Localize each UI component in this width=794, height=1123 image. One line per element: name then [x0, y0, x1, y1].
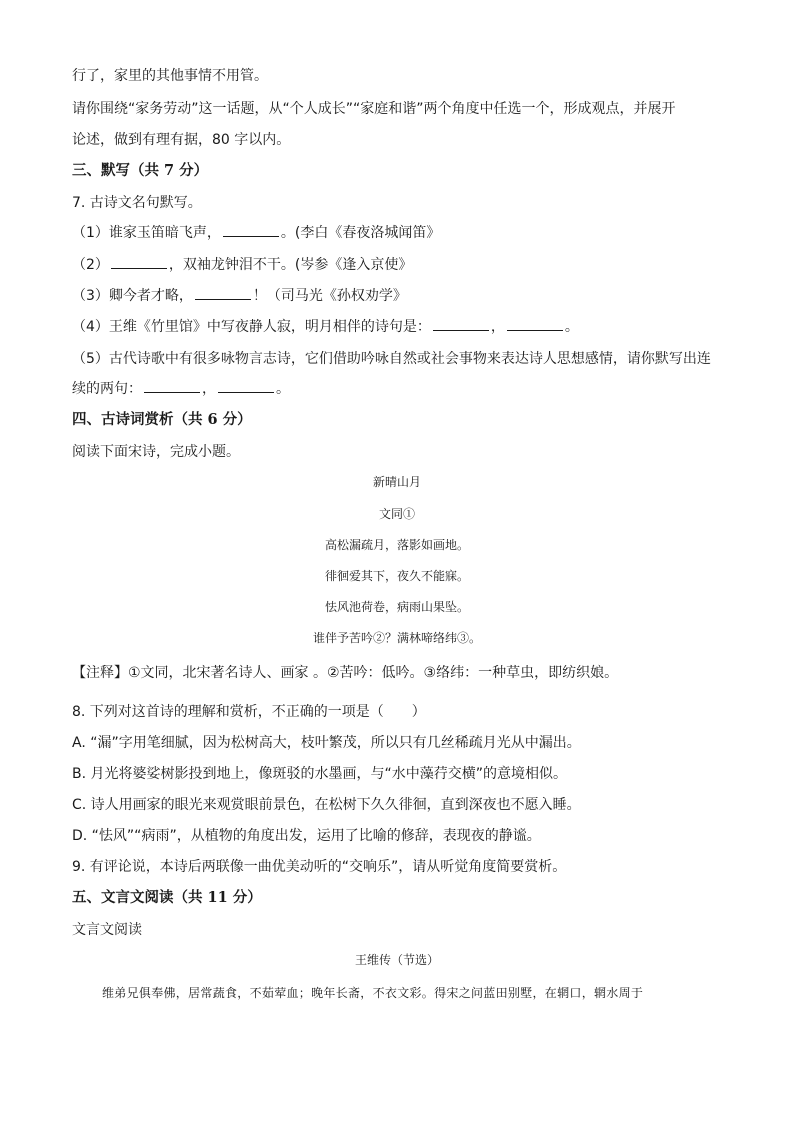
section-heading: 四、古诗词赏析（共 6 分） — [72, 411, 252, 428]
prose-title: 王维传（节选） — [354, 953, 439, 967]
text-segment: （2） — [72, 257, 109, 273]
poem-title: 新晴山月 — [372, 475, 421, 489]
question-9: 9. 有评论说，本诗后两联像一曲优美动听的“交响乐”，请从听觉角度简要赏析。 — [72, 859, 567, 875]
question-7-4 — [72, 317, 579, 337]
answer-blank[interactable] — [507, 317, 563, 331]
text-segment: ， — [202, 381, 216, 397]
option-c[interactable]: C. 诗人用画家的眼光来观赏眼前景色，在松树下久久徘徊，直到深夜也不愿入睡。 — [72, 797, 581, 813]
text-segment: 。 — [564, 319, 579, 335]
option-d[interactable]: D. “怯风”“病雨”，从植物的角度出发，运用了比喻的修辞，表现夜的静谧。 — [72, 828, 541, 844]
answer-blank[interactable] — [433, 317, 489, 331]
answer-blank[interactable] — [218, 379, 274, 393]
poem-line: 谁伴予苦吟②？满林啼络纬③。 — [312, 631, 481, 645]
text-line: 请你围绕“家务劳动”这一话题，从“个人成长”“家庭和谐”两个角度中任选一个，形成观点，并展开 — [72, 101, 676, 117]
section-intro: 文言文阅读 — [72, 922, 142, 938]
answer-blank[interactable] — [111, 255, 167, 269]
poem-line: 高松漏疏月，落影如画地。 — [324, 538, 469, 552]
text-segment: 。(李白《春夜洛城闻笛》 — [280, 225, 441, 241]
text-segment: ，双袖龙钟泪不干。(岑参《逢入京使》 — [168, 257, 413, 273]
text-segment: （4）王维《竹里馆》中写夜静人寂，明月相伴的诗句是： — [72, 319, 431, 335]
question-8: 8. 下列对这首诗的理解和赏析，不正确的一项是（ ） — [72, 704, 426, 720]
question-7-2 — [72, 255, 412, 275]
text-segment: ， — [490, 319, 505, 335]
prose-line: 维弟兄俱奉佛，居常蔬食，不茹荤血；晚年长斋，不衣文彩。得宋之问蓝田别墅，在辋口，辋水周于 — [102, 986, 644, 1000]
text-segment: 。 — [276, 381, 290, 397]
question-7-5: （5）古代诗歌中有很多咏物言志诗，它们借助吟咏自然或社会事物来表达诗人思想感情，请你默写出连 — [72, 351, 711, 367]
question-7-3 — [72, 286, 407, 306]
answer-blank[interactable] — [223, 223, 279, 237]
question-7-1 — [72, 223, 440, 243]
question-7-5-cont — [72, 379, 290, 399]
section-heading: 三、默写（共 7 分） — [72, 162, 209, 179]
poem-line: 怯风池荷卷，病雨山果坠。 — [324, 600, 469, 614]
text-segment: ！（司马光《孙权劝学》 — [252, 288, 407, 304]
poem-line: 徘徊爱其下，夜久不能寐。 — [324, 569, 469, 583]
option-b[interactable]: B. 月光将婆娑树影投到地上，像斑驳的水墨画，与“水中藻荇交横”的意境相似。 — [72, 766, 568, 782]
option-a[interactable]: A. “漏”字用笔细腻，因为松树高大，枝叶繁茂，所以只有几丝稀疏月光从中漏出。 — [72, 735, 581, 751]
text-segment: 续的两句： — [72, 381, 142, 397]
section-heading: 五、文言文阅读（共 11 分） — [72, 889, 262, 906]
text-line: 论述，做到有理有据，80 字以内。 — [72, 132, 291, 148]
text-segment: （1）谁家玉笛暗飞声， — [72, 225, 221, 241]
poem-author: 文同① — [378, 507, 415, 521]
answer-blank[interactable] — [144, 379, 200, 393]
text-line: 行了，家里的其他事情不用管。 — [72, 68, 268, 84]
question-7: 7. 古诗文名句默写。 — [72, 195, 202, 211]
answer-blank[interactable] — [195, 286, 251, 300]
annotation-note: 【注释】①文同，北宋著名诗人、画家 。②苦吟：低吟。③络纬：一种草虫，即纺织娘。 — [72, 665, 619, 681]
section-intro: 阅读下面宋诗，完成小题。 — [72, 444, 240, 460]
text-segment: （3）卿今者才略， — [72, 288, 193, 304]
